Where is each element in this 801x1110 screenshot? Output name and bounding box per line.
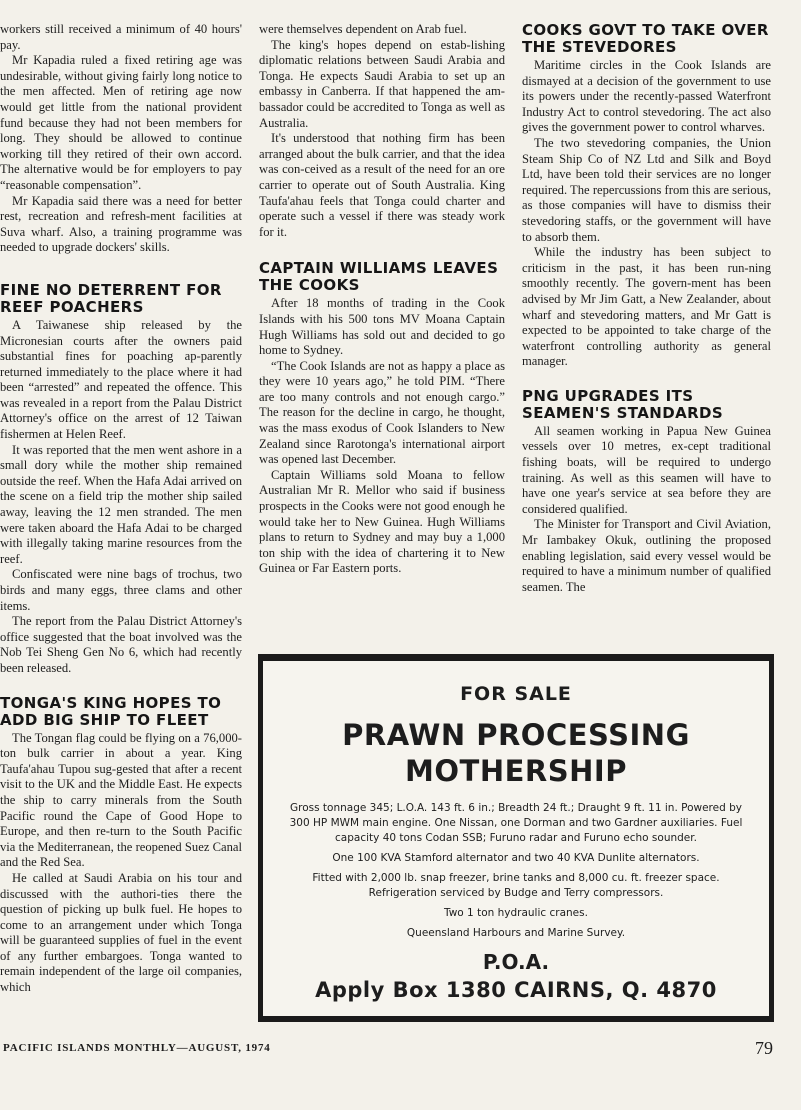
paragraph: Captain Williams sold Moana to fellow Australian Mr R. Mellor who said if business prospects in the Cooks were not good enough he would take her to New Guinea. Hugh Williams plans to return to Sydney and may buy a 1,000 ton ship with the idea of chartering it to New Guinea or Far Eastern ports. bbox=[259, 467, 505, 576]
ad-spec-text: Queensland Harbours and Marine Survey. bbox=[406, 927, 626, 939]
paragraph: While the industry has been subject to criticism in the past, it has been run-ning smoothly recently. The govern-ment has been advised by Mr Jim Gatt, a New Zealander, about wharf and stevedoring matters, and Mr Gatt is expected to be appointed to take charge of the waterfront controlling authority as general manager. bbox=[522, 245, 771, 369]
paragraph: Mr Kapadia said there was a need for better rest, recreation and refresh-ment facilities at Suva wharf. Also, a training programme was needed to upgrade dockers' skills. bbox=[0, 193, 242, 255]
paragraph: were themselves dependent on Arab fuel. bbox=[259, 22, 467, 36]
ad-specifications bbox=[279, 801, 753, 941]
headline-captain-williams: CAPTAIN WILLIAMS LEAVES THE COOKS bbox=[259, 259, 499, 295]
headline-cooks-govt: COOKS GOVT TO TAKE OVER THE STEVEDORES bbox=[522, 21, 769, 56]
headline-png-upgrades: PNG UPGRADES ITS SEAMEN'S STANDARDS bbox=[522, 386, 724, 422]
ad-spec-text: One 100 KVA Stamford alternator and two 40 KVA Dunlite alternators. bbox=[332, 852, 700, 864]
paragraph: All seamen working in Papua New Guinea vessels over 10 metres, ex-cept traditional fishing boats, will be required to undergo training. As well as this seamen will have to have one year's service at sea before they are considered qualified. bbox=[522, 423, 771, 516]
paragraph: The Tongan flag could be flying on a 76,000-ton bulk carrier in about a year. King Taufa'ahau Tupou sug-gested that after a recent visit to the UK and the Middle East. He expects the ship to carry minerals from the South Pacific round the Cape of Good Hope to Europe, and then re-turn to the South Pacific via the Mediterranean, the reopened Suez Canal and the Red Sea. bbox=[0, 730, 242, 870]
ad-price-on-application: P.O.A. bbox=[482, 950, 550, 974]
ad-spec-text: Two 1 ton hydraulic cranes. bbox=[444, 907, 588, 919]
paragraph: Mr Kapadia ruled a fixed retiring age was undesirable, without giving fairly long notice to the men affected. Men of retiring age now would get little from the national provident fund because they had not been members for long. They should be allowed to continue working till they retired of their own accord. The alternative would be for employers to pay “reasonable compensation”. bbox=[0, 53, 242, 192]
column-3 bbox=[522, 22, 771, 595]
paragraph: workers still received a minimum of 40 hours' pay. bbox=[0, 22, 242, 52]
paragraph: “The Cook Islands are not as happy a place as they were 10 years ago,” he told PIM. “There are too many controls and not enough cargo.” The reason for the decline in cargo, he thought, was the mass exodus of Cook Islanders to New Zealand since Rarotonga's international airport was opened last December. bbox=[259, 358, 505, 467]
paragraph: After 18 months of trading in the Cook Islands with his 500 tons MV Moana Captain Hugh Williams has sold out and decided to go home to Sydney. bbox=[259, 296, 505, 358]
paragraph: The two stevedoring companies, the Union Steam Ship Co of NZ Ltd and Silk and Boyd Ltd, have been told their services are no longer required. The repercussions from this are serious, as those companies will have to dismiss their stevedoring staffs, or the government will have to absorb them. bbox=[522, 135, 771, 244]
paragraph: It was reported that the men went ashore in a small dory while the mother ship remained outside the reef. When the Hafa Adai arrived on the scene on a field trip the mother ship sailed away, leaving the 12 men stranded. The men were taken aboard the Hafa Adai to be charged with illegally taking marine resources from the reef. bbox=[0, 442, 242, 566]
ad-apply-address: Apply Box 1380 CAIRNS, Q. 4870 bbox=[315, 978, 717, 1002]
ad-spec-text: Fitted with 2,000 lb. snap freezer, brine tanks and 8,000 cu. ft. freezer space. Refrigeration serviced by Budge and Terry compressors. bbox=[312, 872, 720, 899]
column-1 bbox=[0, 22, 242, 996]
paragraph: The report from the Palau District Attorney's office suggested that the boat involved was the Nob Tei Sheng Gen No 6, which had recently been released. bbox=[0, 614, 242, 675]
column-2 bbox=[259, 22, 505, 577]
for-sale-advertisement bbox=[258, 654, 774, 1022]
ad-spec-text: Gross tonnage 345; L.O.A. 143 ft. 6 in.; Breadth 24 ft.; Draught 9 ft. 11 in. Powered by 300 HP MWM main engine. One Nissan, one Dorman and two Gardner auxiliaries. Fuel capacity 40 tons Codan SSB; Furuno radar and Furuno echo sounder. bbox=[289, 802, 743, 844]
paragraph: The Minister for Transport and Civil Aviation, Mr Iambakey Okuk, outlining the proposed enabling legislation, said every vessel would be required to have a minimum number of qualified seamen. The bbox=[522, 517, 771, 594]
paragraph: A Taiwanese ship released by the Micronesian courts after the owners paid substantial fines for poaching ap-parently returned immediately to the place where it had been “arrested” and repeated the offence. This was revealed in a report from the Palau District Attorney's office on the arrest of 12 Taiwan fishermen at Helen Reef. bbox=[0, 317, 242, 442]
paragraph: The king's hopes depend on estab-lishing diplomatic relations between Saudi Arabia and Tonga. He expects Saudi Arabia to set up an embassy in Canberra. If that happened the am-bassador could be accredited to Tonga as well as Australia. bbox=[259, 37, 505, 130]
paragraph: Maritime circles in the Cook Islands are dismayed at a decision of the government to use its powers under the recently-passed Waterfront Industry Act to control stevedoring. The act also gives the government power to control wharves. bbox=[522, 58, 771, 135]
paragraph: Confiscated were nine bags of trochus, two birds and many eggs, three clams and other items. bbox=[0, 567, 242, 613]
footer-publication-line: PACIFIC ISLANDS MONTHLY—AUGUST, 1974 bbox=[3, 1042, 271, 1054]
headline-tonga-king: TONGA'S KING HOPES TO ADD BIG SHIP TO FLEET bbox=[0, 693, 222, 729]
ad-for-sale-label: FOR SALE bbox=[460, 683, 572, 705]
page-number: 79 bbox=[755, 1038, 773, 1058]
paragraph: He called at Saudi Arabia on his tour and discussed with the authori-ties there the question of picking up bulk fuel. He hopes to come to an arrangement under which Tonga will be guaranteed supplies of fuel in the event of any further embargoes. Tonga wanted to remain independent of the large oil companies, which bbox=[0, 870, 242, 995]
ad-title-line-2: MOTHERSHIP bbox=[405, 754, 627, 788]
headline-fine-no-deterrent: FINE NO DETERRENT FOR REEF POACHERS bbox=[0, 280, 222, 316]
ad-title-line-1: PRAWN PROCESSING bbox=[342, 718, 690, 752]
paragraph: It's understood that nothing firm has been arranged about the bulk carrier, and that the idea was con-ceived as a result of the need for an ore carrier to operate out of South Australia. King Taufa'ahau feels that Tonga could charter and operate such a vessel if there was steady work for it. bbox=[259, 131, 505, 239]
